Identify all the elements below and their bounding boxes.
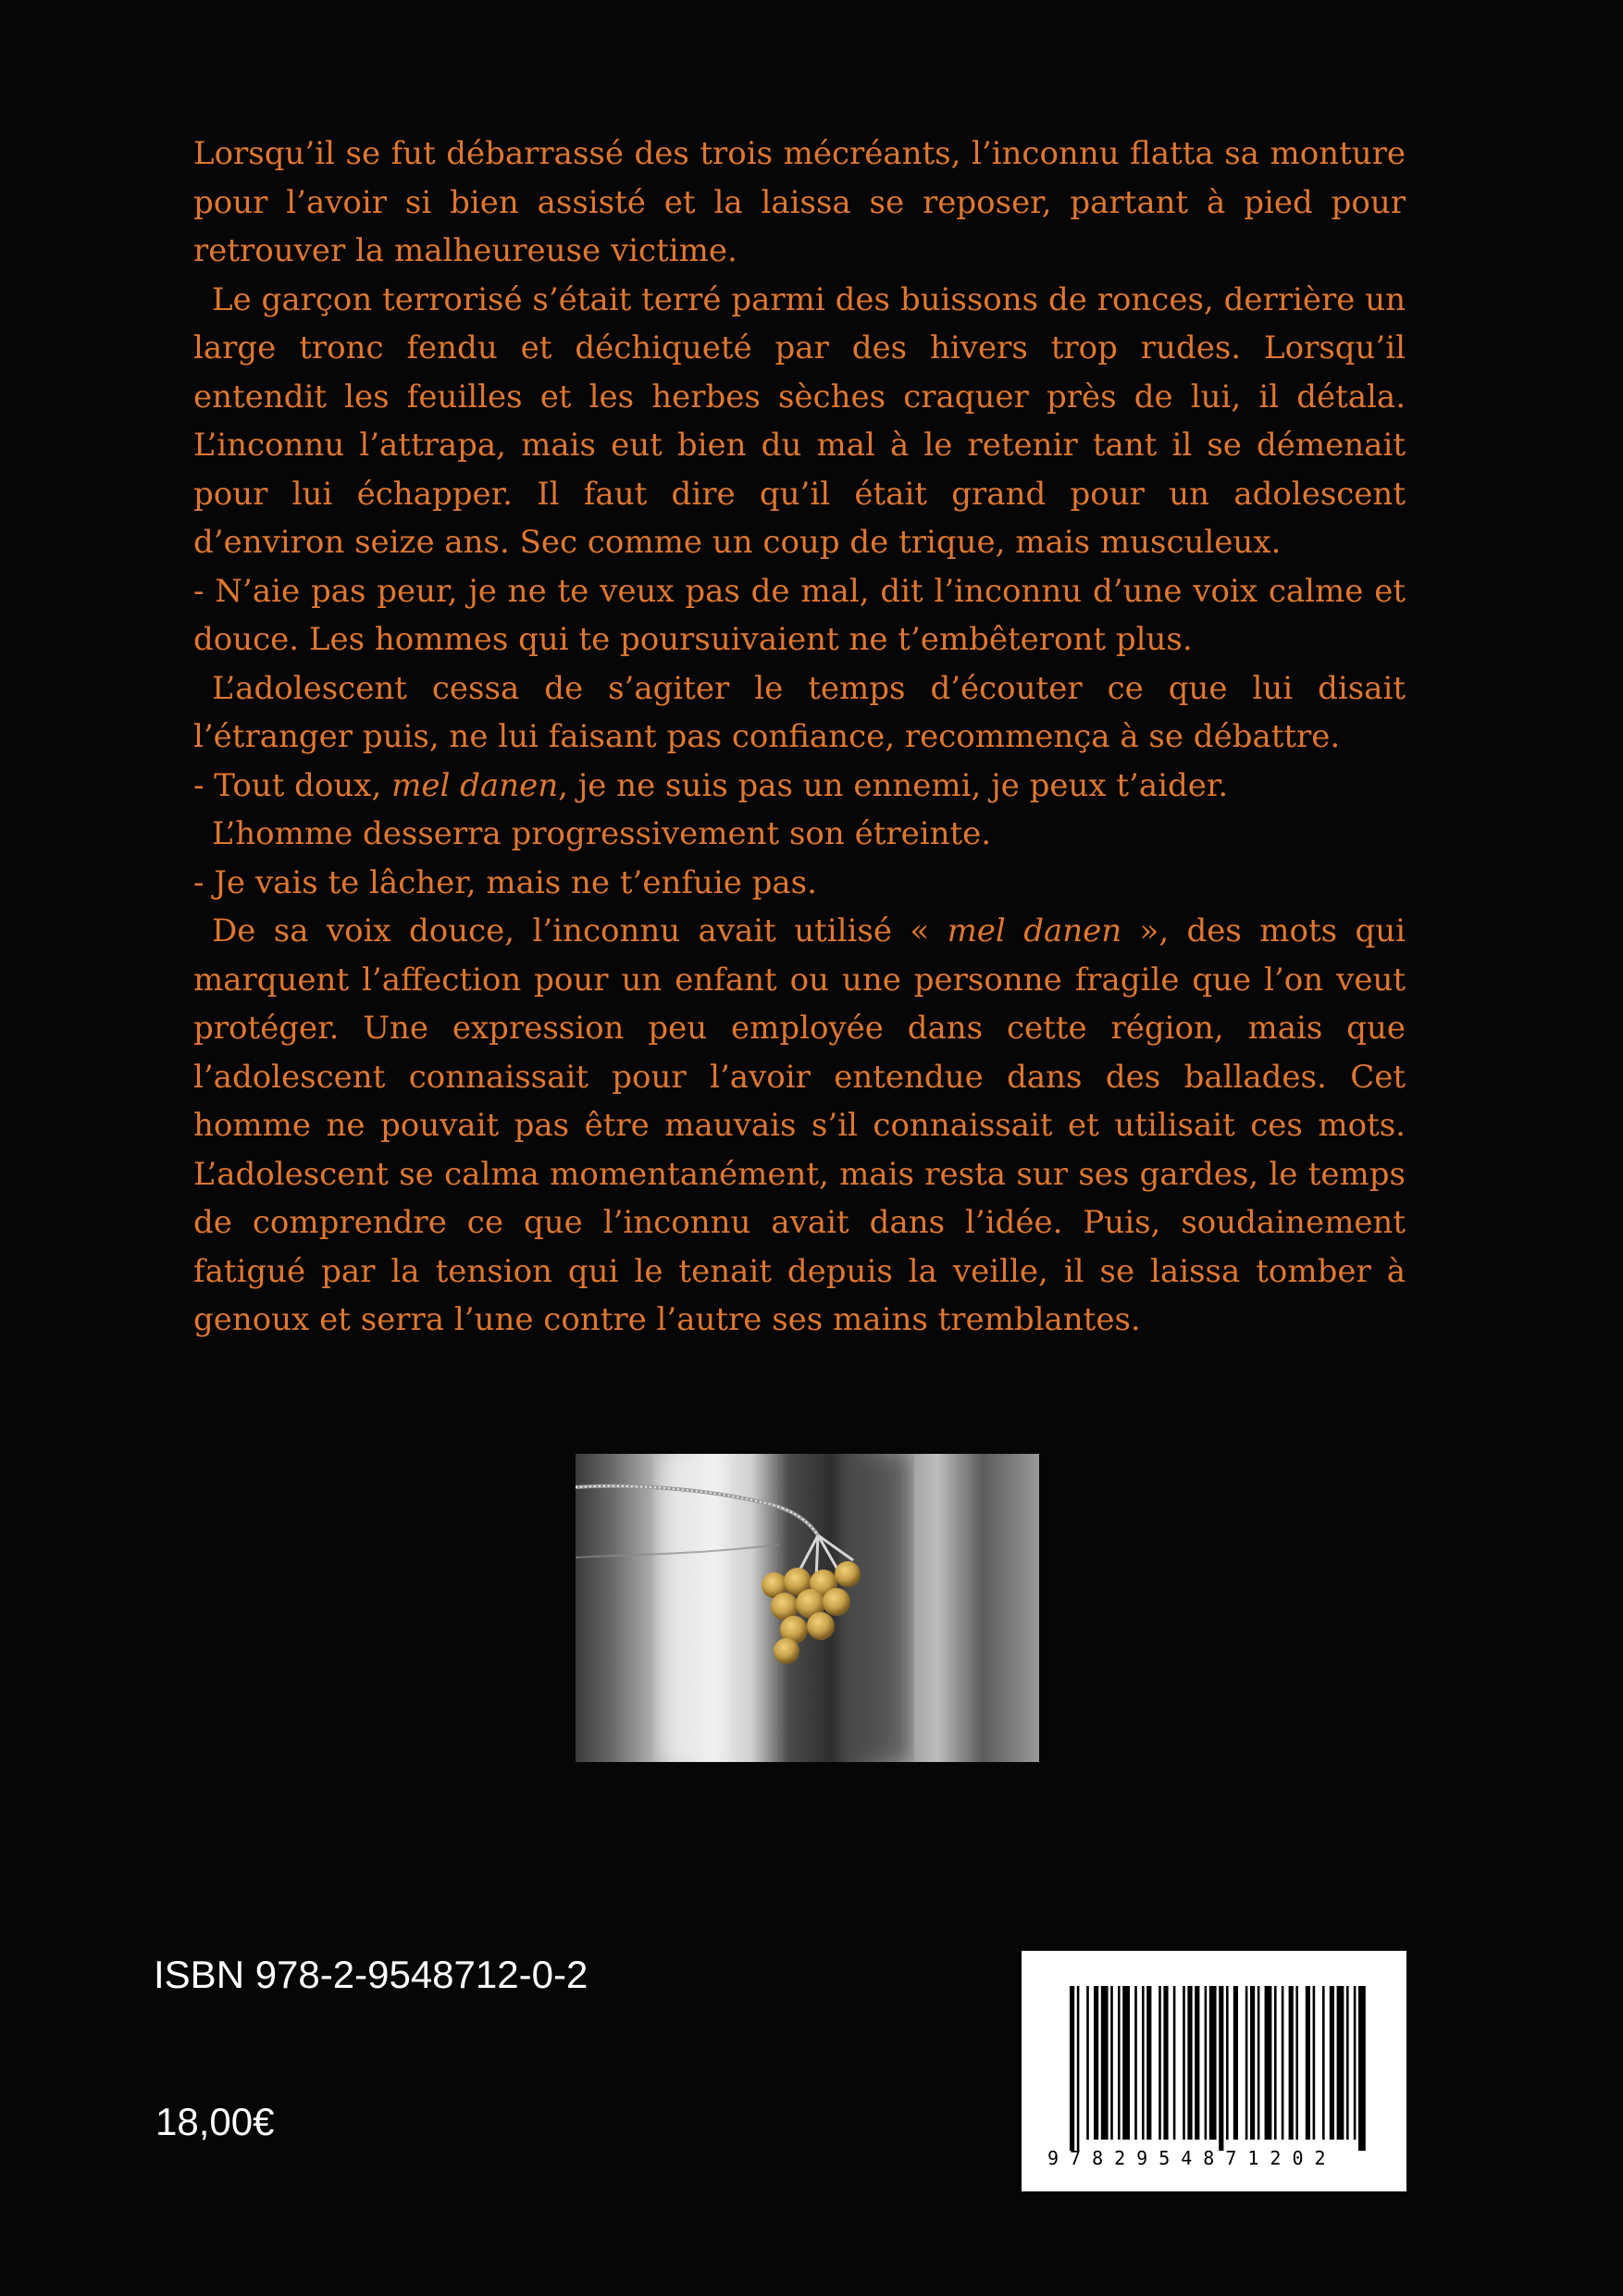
barcode-bar [1258, 1986, 1260, 2140]
excerpt-dialogue: - N’aie pas peur, je ne te veux pas de mal, dit l’inconnu d’une voix calme et douce. Les hommes qui te poursuivaient ne t’embêteront plus. [193, 572, 1406, 658]
barcode-bar [1346, 1986, 1349, 2140]
excerpt-dialogue [193, 762, 1406, 811]
barcode-bar [1322, 1986, 1325, 2140]
excerpt-paragraph: Le garçon terrorisé s’était terré parmi des buissons de ronces, derrière un large tronc fendu et déchiqueté par des hivers trop rudes. Lorsqu’il entendit les feuilles et les herbes sèches craquer près de lui, il détala. L’inconnu l’attrapa, mais eut bien du mal à le retenir tant il se démenait pour lui échapper. Il faut dire qu’il était grand pour un adolescent d’environ seize ans. Sec comme un coup de trique, mais musculeux. [193, 280, 1406, 561]
excerpt-text: », des mots qui marquent l’affection pour un enfant ou une personne fragile que l’on veut protéger. Une expression peu employée dans cette région, mais que l’adolescent connaissait pour l’avoir entendue dans des ballades. Cet homme ne pouvait pas être mauvais s’il connaissait et utilisait ces mots. L’adolescent se calma momentanément, mais resta sur ses gardes, le temps de comprendre ce que l’inconnu avait dans l’idée. Puis, soudainement fatigué par la tension qui le tenait depuis la veille, il se laissa tomber à genoux et serra l’une contre l’autre ses mains tremblantes. [193, 912, 1406, 1338]
barcode-bar [1173, 1986, 1176, 2140]
barcode-bar [1086, 1986, 1089, 2140]
barcode-bar [1110, 1986, 1113, 2140]
frosted-berries-photo [576, 1454, 1039, 1762]
barcode-bar [1245, 1986, 1248, 2140]
barcode-bar [1195, 1986, 1199, 2140]
barcode-bar [1313, 1986, 1316, 2140]
barcode-bar [1337, 1986, 1344, 2140]
berries-illustration [576, 1454, 1039, 1762]
barcode-bar [1134, 1986, 1137, 2140]
excerpt-paragraph [193, 907, 1406, 1345]
barcode-bar [1219, 1986, 1223, 2151]
book-excerpt [193, 130, 1406, 1345]
excerpt-text: , je ne suis pas un ennemi, je peux t’aider. [558, 766, 1229, 804]
barcode-digits: 9782954871202 [1047, 2147, 1337, 2169]
barcode-bar [1354, 1986, 1357, 2140]
barcode-bar [1358, 1986, 1366, 2151]
barcode-bar [1209, 1986, 1217, 2140]
barcode-bar [1070, 1986, 1074, 2151]
barcode-bar [1226, 1986, 1229, 2140]
barcode-bar [1187, 1986, 1192, 2140]
isbn-text: ISBN 978-2-9548712-0-2 [154, 1953, 588, 1996]
barcode-bar [1094, 1986, 1098, 2140]
barcode-bar [1289, 1986, 1294, 2140]
barcode-bar [1295, 1986, 1298, 2140]
barcode-bar [1163, 1986, 1168, 2140]
barcode-bar [1122, 1986, 1130, 2140]
excerpt-paragraph: L’adolescent cessa de s’agiter le temps d’écouter ce que lui disait l’étranger puis, ne lui faisant pas confiance, recommença à se débattre. [193, 669, 1406, 755]
excerpt-text: De sa voix douce, l’inconnu avait utilisé « [212, 912, 948, 949]
barcode [1022, 1951, 1406, 2191]
excerpt-italic-term: mel danen [947, 912, 1122, 949]
excerpt-paragraph: Lorsqu’il se fut débarrassé des trois mécréants, l’inconnu flatta sa monture pour l’avoir si bien assisté et la laissa se reposer, partant à pied pour retrouver la malheureuse victime. [193, 135, 1406, 269]
berry-cluster [762, 1561, 861, 1664]
excerpt-text: - Tout doux, [193, 766, 392, 804]
barcode-bar [1274, 1986, 1277, 2140]
barcode-bar [1205, 1986, 1208, 2140]
barcode-bar [1077, 1986, 1080, 2151]
barcode-bar [1183, 1986, 1185, 2140]
barcode-bar [1233, 1986, 1238, 2140]
price-text: 18,00€ [155, 2100, 275, 2143]
excerpt-italic-term: mel danen [391, 766, 559, 804]
barcode-bar [1282, 1986, 1284, 2140]
barcode-bar [1118, 1986, 1121, 2140]
barcode-bar [1265, 1986, 1272, 2140]
barcode-bar [1306, 1986, 1310, 2140]
excerpt-paragraph: L’homme desserra progressivement son étreinte. [212, 815, 992, 852]
barcode-bar [1146, 1986, 1151, 2140]
barcode-bar [1142, 1986, 1145, 2140]
excerpt-dialogue: - Je vais te lâcher, mais ne t’enfuie pas. [193, 863, 817, 901]
barcode-bar [1158, 1986, 1161, 2140]
barcode-bar [1330, 1986, 1334, 2140]
barcode-bar [1250, 1986, 1255, 2140]
barcode-bar [1101, 1986, 1109, 2140]
